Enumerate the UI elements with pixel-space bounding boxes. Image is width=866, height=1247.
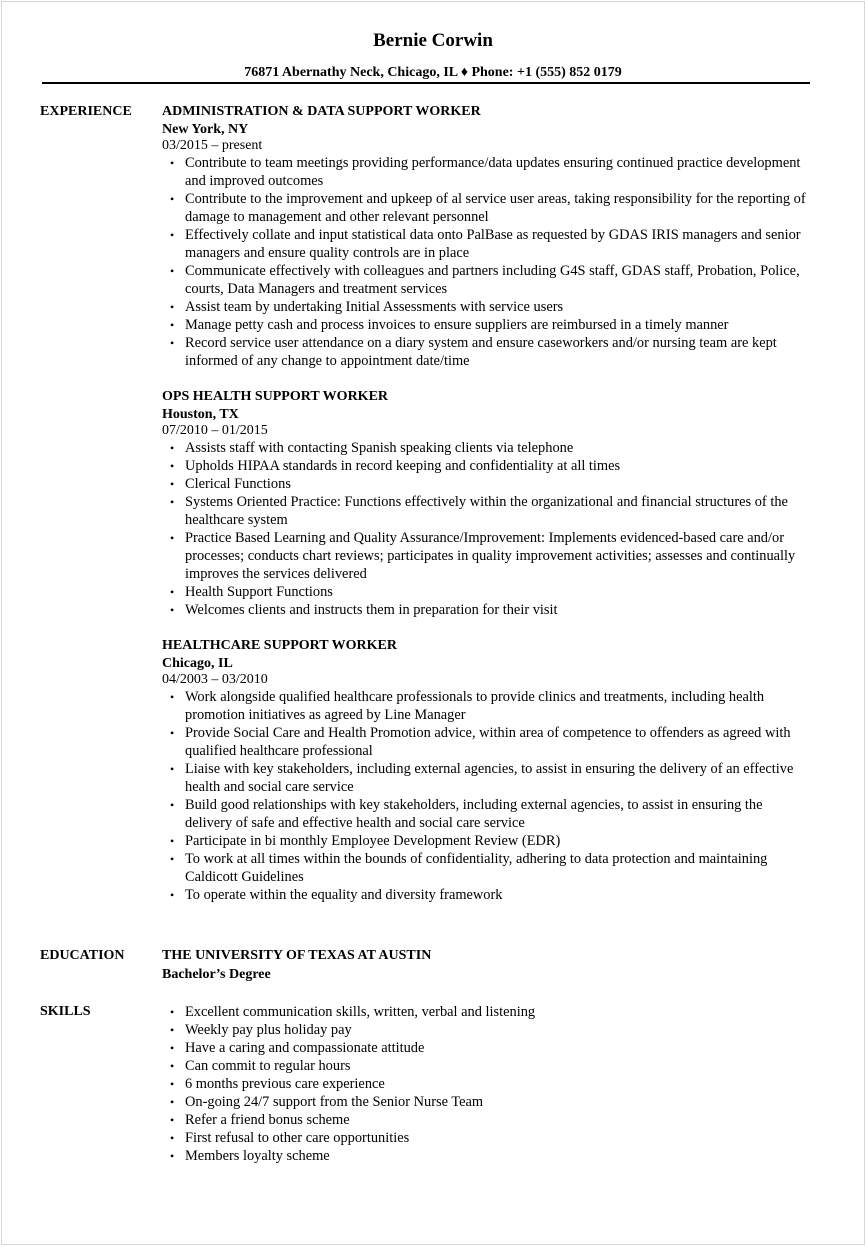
bullet-icon: • <box>170 300 175 314</box>
job-dates: 04/2003 – 03/2010 <box>162 672 268 687</box>
bullet-item <box>162 1093 812 1111</box>
bullet-icon: • <box>170 1113 175 1127</box>
bullet-text: Participate in bi monthly Employee Development Review (EDR) <box>185 833 561 849</box>
job-location: Chicago, IL <box>162 656 233 671</box>
bullet-item <box>162 583 812 601</box>
degree: Bachelor’s Degree <box>162 967 271 982</box>
bullet-item <box>162 850 812 886</box>
bullet-icon: • <box>170 585 175 599</box>
bullet-text: Refer a friend bonus scheme <box>185 1112 350 1128</box>
bullet-item <box>162 601 812 619</box>
bullet-icon: • <box>170 318 175 332</box>
bullet-icon: • <box>170 459 175 473</box>
bullet-item <box>162 316 812 334</box>
bullet-icon: • <box>170 726 175 740</box>
bullet-item <box>162 1075 812 1093</box>
section-label-experience: EXPERIENCE <box>40 104 132 119</box>
bullet-item <box>162 1111 812 1129</box>
education-entry <box>162 947 812 983</box>
bullet-icon: • <box>170 441 175 455</box>
bullet-text: Assist team by undertaking Initial Assessments with service users <box>185 299 564 315</box>
bullet-text: Liaise with key stakeholders, including external agencies, to assist in ensuring the delivery of an effective health and social care service <box>185 761 794 795</box>
bullet-item <box>162 457 812 475</box>
bullet-icon: • <box>170 798 175 812</box>
bullet-text: First refusal to other care opportunities <box>185 1130 410 1146</box>
bullet-item <box>162 886 812 904</box>
bullet-text: Members loyalty scheme <box>185 1148 330 1164</box>
job-title: ADMINISTRATION & DATA SUPPORT WORKER <box>162 104 481 119</box>
job-entry <box>162 103 812 370</box>
bullet-text: Systems Oriented Practice: Functions effectively within the organizational and financial structures of the healthcare system <box>185 494 788 528</box>
bullet-item <box>162 760 812 796</box>
job-title: HEALTHCARE SUPPORT WORKER <box>162 638 397 653</box>
bullet-item <box>162 226 812 262</box>
bullet-item <box>162 796 812 832</box>
bullet-text: Effectively collate and input statistical data onto PalBase as requested by GDAS IRIS managers and senior managers and ensure quality controls are in place <box>185 227 801 261</box>
bullet-icon: • <box>170 192 175 206</box>
section-label-education: EDUCATION <box>40 948 125 963</box>
bullet-icon: • <box>170 1131 175 1145</box>
bullet-item <box>162 262 812 298</box>
header-divider <box>42 82 810 84</box>
bullet-item <box>162 1147 812 1165</box>
bullet-icon: • <box>170 690 175 704</box>
bullet-text: On-going 24/7 support from the Senior Nurse Team <box>185 1094 484 1110</box>
bullet-icon: • <box>170 156 175 170</box>
bullet-icon: • <box>170 336 175 350</box>
bullet-item <box>162 439 812 457</box>
bullet-text: Can commit to regular hours <box>185 1058 351 1074</box>
bullet-text: Contribute to team meetings providing performance/data updates ensuring continued practice development and improved outcomes <box>185 155 801 189</box>
bullet-icon: • <box>170 1041 175 1055</box>
candidate-name: Bernie Corwin <box>373 30 493 51</box>
resume-page <box>1 1 865 1245</box>
bullet-text: Have a caring and compassionate attitude <box>185 1040 425 1056</box>
skills-list <box>162 1003 812 1165</box>
bullet-text: Manage petty cash and process invoices to ensure suppliers are reimbursed in a timely manner <box>185 317 729 333</box>
bullet-item <box>162 1003 812 1021</box>
bullet-text: Upholds HIPAA standards in record keeping and confidentiality at all times <box>185 458 621 474</box>
bullet-icon: • <box>170 603 175 617</box>
bullet-icon: • <box>170 264 175 278</box>
job-entry <box>162 637 812 904</box>
bullet-item <box>162 832 812 850</box>
contact-line: 76871 Abernathy Neck, Chicago, IL ♦ Phone: +1 (555) 852 0179 <box>244 65 622 80</box>
bullet-icon: • <box>170 228 175 242</box>
bullet-item <box>162 688 812 724</box>
job-location: New York, NY <box>162 122 249 137</box>
bullet-icon: • <box>170 1023 175 1037</box>
bullet-icon: • <box>170 852 175 866</box>
bullet-text: Provide Social Care and Health Promotion advice, within area of competence to offenders as agreed with qualified healthcare professional <box>185 725 791 759</box>
bullet-text: Excellent communication skills, written, verbal and listening <box>185 1004 536 1020</box>
bullet-item <box>162 334 812 370</box>
bullet-icon: • <box>170 477 175 491</box>
bullet-text: To work at all times within the bounds of confidentiality, adhering to data protection and maintaining Caldicott Guidelines <box>185 851 768 885</box>
skills-list-wrap <box>162 1003 812 1165</box>
job-dates: 07/2010 – 01/2015 <box>162 423 268 438</box>
job-dates: 03/2015 – present <box>162 138 263 153</box>
bullet-icon: • <box>170 495 175 509</box>
bullet-icon: • <box>170 1005 175 1019</box>
bullet-icon: • <box>170 1149 175 1163</box>
bullet-item <box>162 493 812 529</box>
bullet-icon: • <box>170 1095 175 1109</box>
bullet-icon: • <box>170 834 175 848</box>
bullet-text: Contribute to the improvement and upkeep of al service user areas, taking responsibility for the reporting of damage to management and other relevant personnel <box>185 191 806 225</box>
bullet-icon: • <box>170 888 175 902</box>
bullet-text: Record service user attendance on a diary system and ensure caseworkers and/or nursing team are kept informed of any change to appointment date/time <box>185 335 777 369</box>
bullet-item <box>162 1057 812 1075</box>
bullet-icon: • <box>170 1059 175 1073</box>
bullet-text: Clerical Functions <box>185 476 291 492</box>
bullet-text: 6 months previous care experience <box>185 1076 385 1092</box>
bullet-text: To operate within the equality and diversity framework <box>185 887 503 903</box>
bullet-item <box>162 1021 812 1039</box>
bullet-text: Build good relationships with key stakeholders, including external agencies, to assist in ensuring the delivery of safe and effective health and social care service <box>185 797 763 831</box>
bullet-text: Assists staff with contacting Spanish speaking clients via telephone <box>185 440 574 456</box>
bullet-item <box>162 298 812 316</box>
job-entry <box>162 388 812 619</box>
bullet-item <box>162 154 812 190</box>
bullet-text: Weekly pay plus holiday pay <box>185 1022 352 1038</box>
school-name: THE UNIVERSITY OF TEXAS AT AUSTIN <box>162 948 432 963</box>
job-bullets <box>162 154 812 370</box>
job-title: OPS HEALTH SUPPORT WORKER <box>162 389 389 404</box>
bullet-text: Work alongside qualified healthcare professionals to provide clinics and treatments, including health promotion initiatives as agreed by Line Manager <box>185 689 765 723</box>
section-label-skills: SKILLS <box>40 1004 91 1019</box>
bullet-item <box>162 529 812 583</box>
bullet-item <box>162 724 812 760</box>
job-bullets <box>162 688 812 904</box>
bullet-text: Practice Based Learning and Quality Assurance/Improvement: Implements evidenced-based care and/or processes; conducts chart reviews; participates in quality improvement activities; assesses and continually improves the services delivered <box>185 530 796 582</box>
bullet-text: Communicate effectively with colleagues and partners including G4S staff, GDAS staff, Probation, Police, courts, Data Managers and treatment services <box>185 263 800 297</box>
bullet-item <box>162 190 812 226</box>
bullet-text: Health Support Functions <box>185 584 333 600</box>
job-bullets <box>162 439 812 619</box>
bullet-icon: • <box>170 762 175 776</box>
bullet-item <box>162 1129 812 1147</box>
job-location: Houston, TX <box>162 407 239 422</box>
bullet-item <box>162 475 812 493</box>
bullet-text: Welcomes clients and instructs them in preparation for their visit <box>185 602 558 618</box>
bullet-icon: • <box>170 1077 175 1091</box>
bullet-item <box>162 1039 812 1057</box>
bullet-icon: • <box>170 531 175 545</box>
experience-list <box>162 103 812 922</box>
